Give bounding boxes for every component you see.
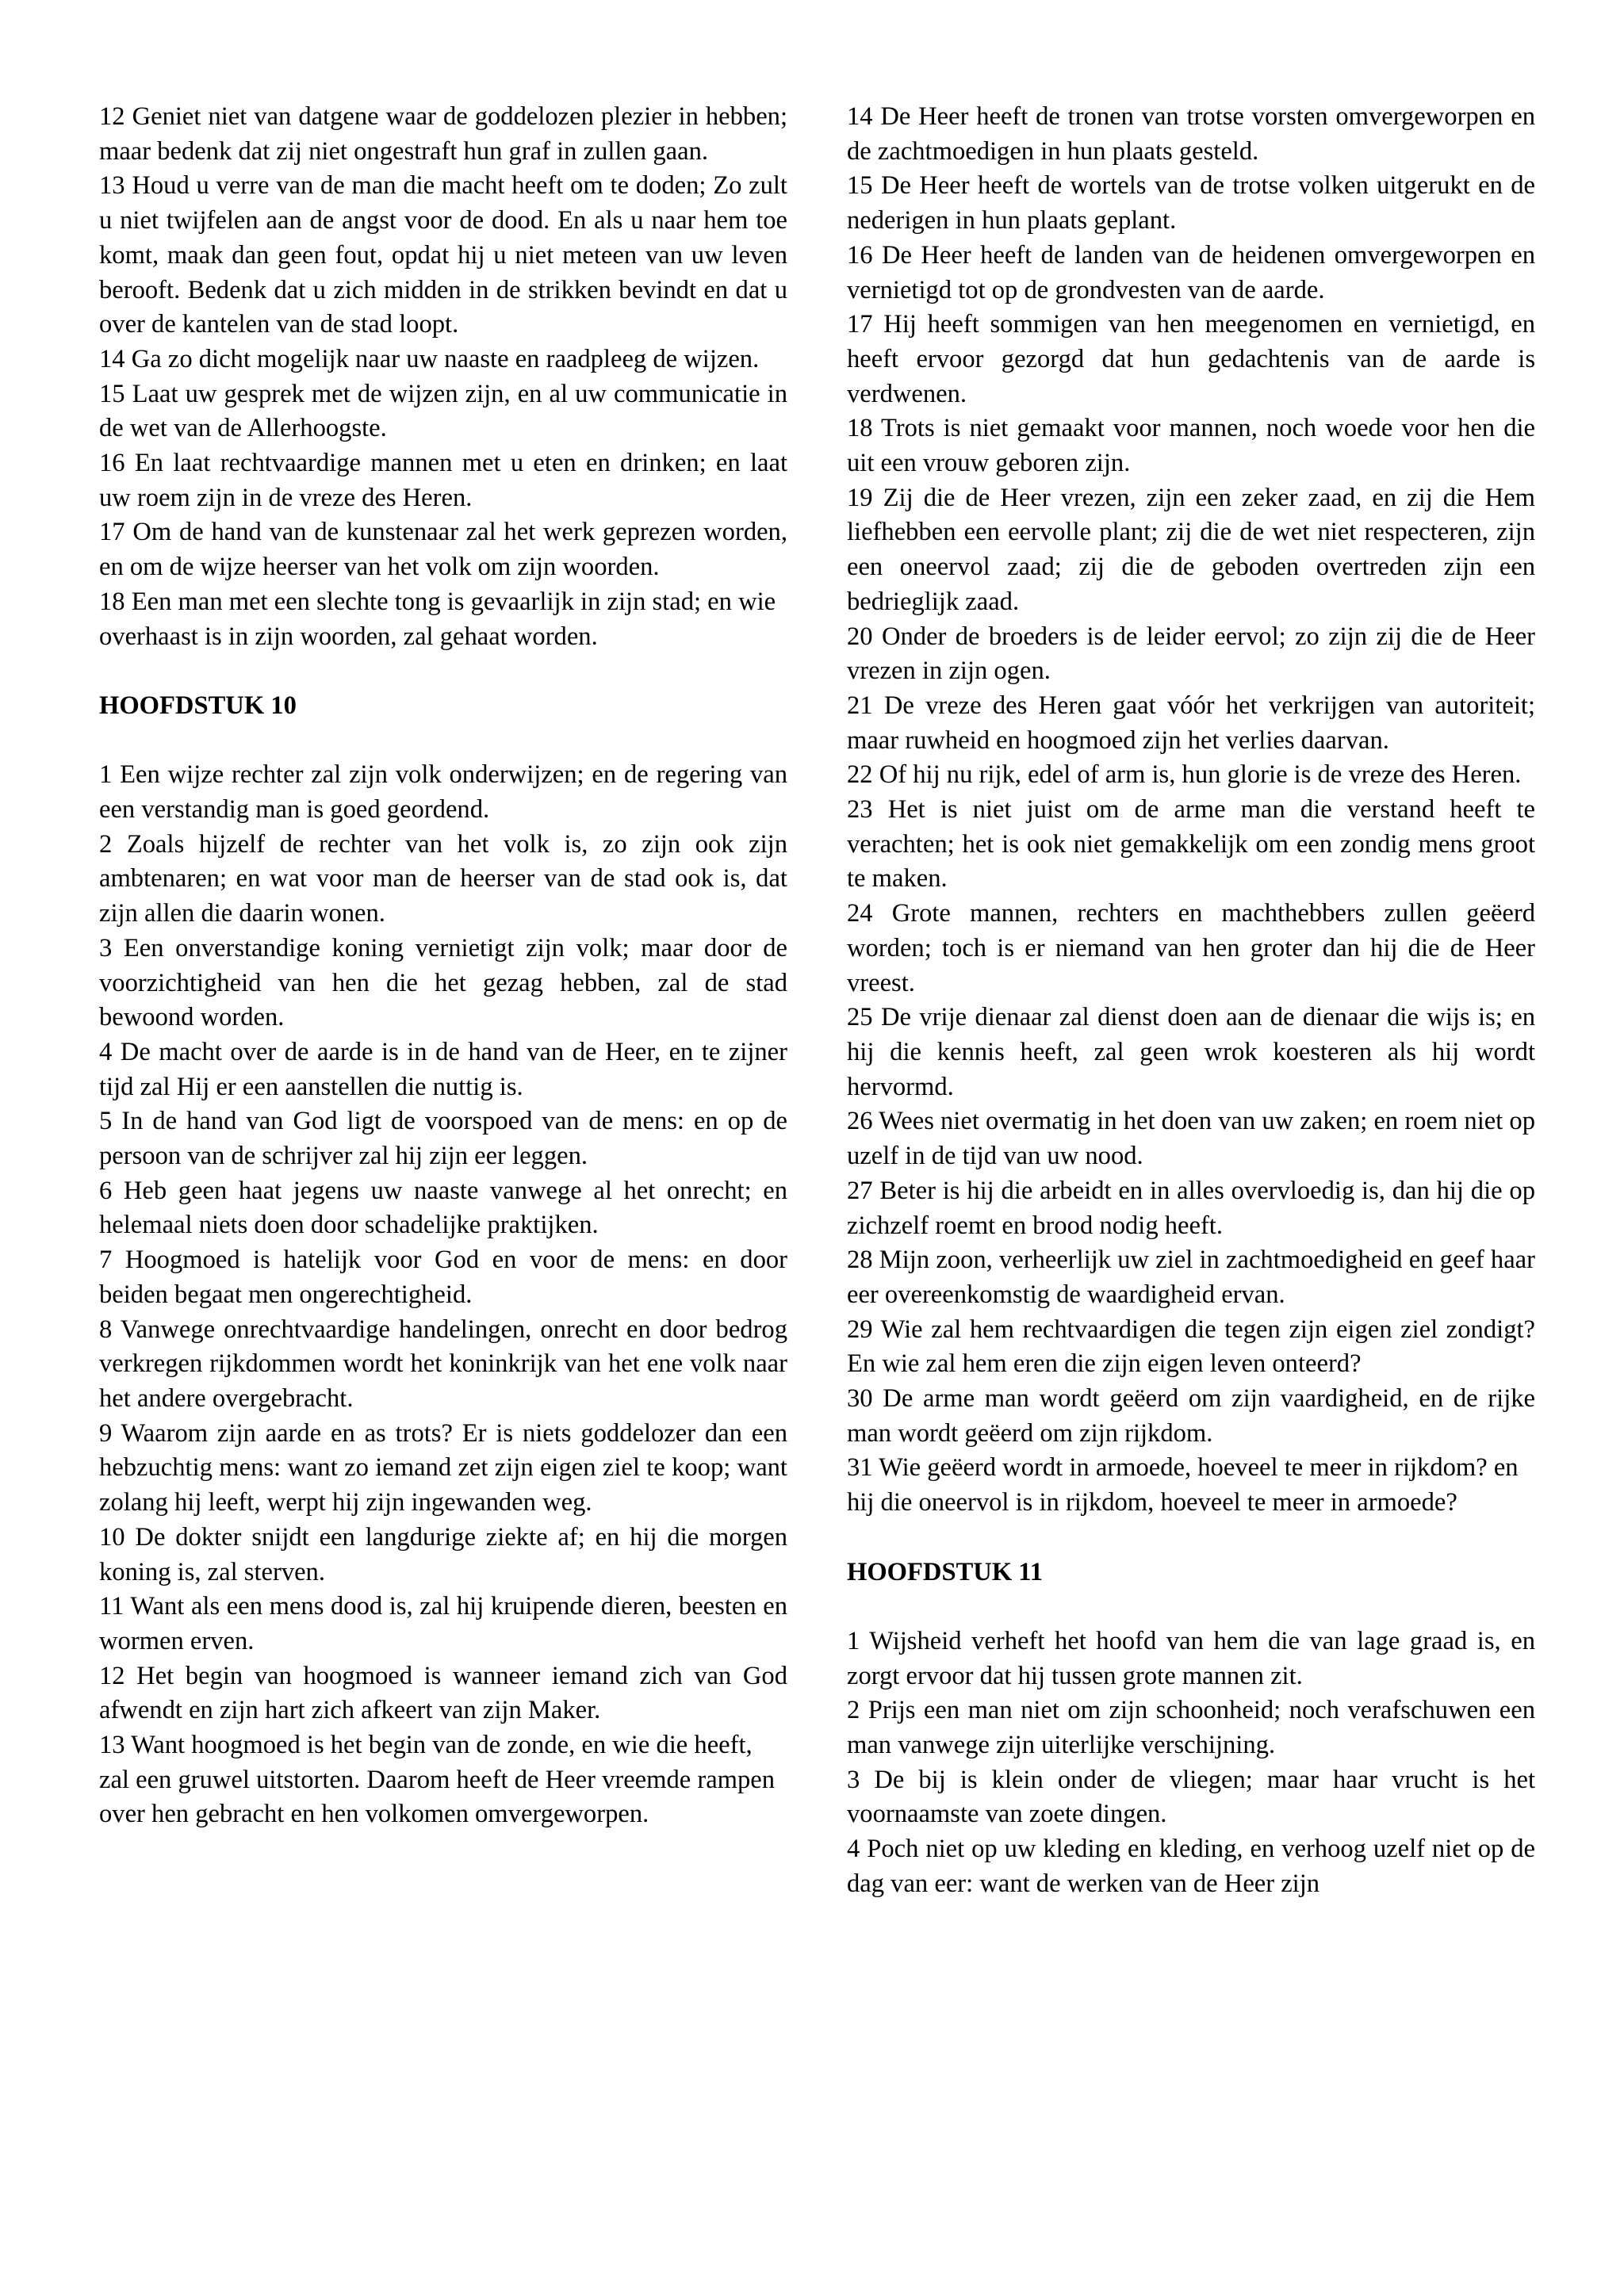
verse: 9 Waarom zijn aarde en as trots? Er is niets goddelozer dan een hebzuchtig mens: want zo iemand zet zijn eigen ziel te koop; want zolang hij leeft, werpt hij zijn ingewanden weg. bbox=[99, 1418, 787, 1517]
verse-list bbox=[847, 1624, 1535, 1902]
verse: 12 Geniet niet van datgene waar de goddelozen plezier in hebben; maar bedenk dat zij niet ongestraft hun graf in zullen gaan. bbox=[99, 102, 787, 166]
verse: 11 Want als een mens dood is, zal hij kruipende dieren, beesten en wormen erven. bbox=[99, 1592, 787, 1655]
verse: 26 Wees niet overmatig in het doen van uw zaken; en roem niet op uzelf in de tijd van uw nood. bbox=[847, 1107, 1535, 1171]
verse: 6 Heb geen haat jegens uw naaste vanwege al het onrecht; en helemaal niets doen door schadelijke praktijken. bbox=[99, 1176, 787, 1240]
left-column bbox=[99, 100, 787, 1832]
verse: 20 Onder de broeders is de leider eervol; zo zijn zij die de Heer vrezen in zijn ogen. bbox=[847, 622, 1535, 686]
verse: 15 De Heer heeft de wortels van de trotse volken uitgerukt en de nederigen in hun plaats geplant. bbox=[847, 171, 1535, 235]
verse: 21 De vreze des Heren gaat vóór het verkrijgen van autoriteit; maar ruwheid en hoogmoed zijn het verlies daarvan. bbox=[847, 691, 1535, 755]
verse: 14 De Heer heeft de tronen van trotse vorsten omvergeworpen en de zachtmoedigen in hun plaats gesteld. bbox=[847, 102, 1535, 166]
right-column bbox=[847, 100, 1535, 1902]
verse: 5 In de hand van God ligt de voorspoed van de mens: en op de persoon van de schrijver zal hij zijn eer leggen. bbox=[99, 1107, 787, 1171]
verse: 25 De vrije dienaar zal dienst doen aan de dienaar die wijs is; en hij die kennis heeft, zal geen wrok koesteren als hij wordt hervormd. bbox=[847, 1003, 1535, 1101]
verse: 27 Beter is hij die arbeidt en in alles overvloedig is, dan hij die op zichzelf roemt en brood nodig heeft. bbox=[847, 1176, 1535, 1240]
verse: 17 Hij heeft sommigen van hen meegenomen en vernietigd, en heeft ervoor gezorgd dat hun gedachtenis van de aarde is verdwenen. bbox=[847, 310, 1535, 408]
verse: 18 Een man met een slechte tong is gevaarlijk in zijn stad; en wie overhaast is in zijn woorden, zal gehaat worden. bbox=[99, 587, 776, 651]
verse: 30 De arme man wordt geëerd om zijn vaardigheid, en de rijke man wordt geëerd om zijn rijkdom. bbox=[847, 1384, 1535, 1448]
verse: 23 Het is niet juist om de arme man die verstand heeft te verachten; het is ook niet gemakkelijk om een zondig mens groot te maken. bbox=[847, 795, 1535, 894]
verse: 29 Wie zal hem rechtvaardigen die tegen zijn eigen ziel zondigt? En wie zal hem eren die zijn eigen leven onteerd? bbox=[847, 1314, 1535, 1379]
chapter-heading: HOOFDSTUK 11 bbox=[847, 1557, 1044, 1586]
verse: 7 Hoogmoed is hatelijk voor God en voor de mens: en door beiden begaat men ongerechtigheid. bbox=[99, 1246, 787, 1309]
verse: 24 Grote mannen, rechters en machthebbers zullen geëerd worden; toch is er niemand van hen groter dan hij die de Heer vreest. bbox=[847, 899, 1535, 997]
verse: 15 Laat uw gesprek met de wijzen zijn, en al uw communicatie in de wet van de Allerhoogste. bbox=[99, 379, 787, 443]
verse: 3 De bij is klein onder de vliegen; maar haar vrucht is het voornaamste van zoete dingen. bbox=[847, 1765, 1535, 1829]
verse: 2 Zoals hijzelf de rechter van het volk is, zo zijn ook zijn ambtenaren; en wat voor man de heerser van de stad ook is, dat zijn allen die daarin wonen. bbox=[99, 829, 787, 928]
verse: 1 Een wijze rechter zal zijn volk onderwijzen; en de regering van een verstandig man is goed geordend. bbox=[99, 760, 787, 825]
verse: 31 Wie geëerd wordt in armoede, hoeveel te meer in rijkdom? en hij die oneervol is in rijkdom, hoeveel te meer in armoede? bbox=[847, 1453, 1519, 1517]
verse: 3 Een onverstandige koning vernietigt zijn volk; maar door de voorzichtigheid van hen die het gezag hebben, zal de stad bewoond worden. bbox=[99, 933, 787, 1032]
verse: 4 De macht over de aarde is in de hand van de Heer, en te zijner tijd zal Hij er een aanstellen die nuttig is. bbox=[99, 1037, 787, 1101]
verse: 2 Prijs een man niet om zijn schoonheid; noch verafschuwen een man vanwege zijn uiterlijke verschijning. bbox=[847, 1696, 1535, 1760]
verse: 4 Poch niet op uw kleding en kleding, en verhoog uzelf niet op de dag van eer: want de werken van de Heer zijn bbox=[847, 1835, 1535, 1898]
verse: 22 Of hij nu rijk, edel of arm is, hun glorie is de vreze des Heren. bbox=[847, 760, 1522, 790]
verse: 8 Vanwege onrechtvaardige handelingen, onrecht en door bedrog verkregen rijkdommen wordt het koninkrijk van het ene volk naar het andere overgebracht. bbox=[99, 1314, 787, 1413]
verse: 16 De Heer heeft de landen van de heidenen omvergeworpen en vernietigd tot op de grondvesten van de aarde. bbox=[847, 240, 1535, 304]
verse-list bbox=[99, 758, 787, 1832]
verse: 10 De dokter snijdt een langdurige ziekte af; en hij die morgen koning is, zal sterven. bbox=[99, 1522, 787, 1586]
verse-list bbox=[847, 100, 1535, 1521]
verse: 12 Het begin van hoogmoed is wanneer iemand zich van God afwendt en zijn hart zich afkeert van zijn Maker. bbox=[99, 1661, 787, 1725]
chapter-heading: HOOFDSTUK 10 bbox=[99, 691, 297, 720]
verse: 13 Want hoogmoed is het begin van de zonde, en wie die heeft, zal een gruwel uitstorten. Daarom heeft de Heer vreemde rampen over hen gebracht en hen volkomen omvergeworpen. bbox=[99, 1731, 776, 1829]
verse: 19 Zij die de Heer vrezen, zijn een zeker zaad, en zij die Hem liefhebben een eervolle plant; zij die de wet niet respecteren, zijn een oneervol zaad; zij die de geboden overtreden zijn een bedrieglijk zaad. bbox=[847, 483, 1535, 616]
verse: 14 Ga zo dicht mogelijk naar uw naaste en raadpleeg de wijzen. bbox=[99, 344, 760, 373]
verse-list bbox=[99, 100, 787, 654]
verse: 17 Om de hand van de kunstenaar zal het werk geprezen worden, en om de wijze heerser van het volk om zijn woorden. bbox=[99, 518, 787, 582]
verse: 13 Houd u verre van de man die macht heeft om te doden; Zo zult u niet twijfelen aan de angst voor de dood. En als u naar hem toe komt, maak dan geen fout, opdat hij u niet meteen van uw leven berooft. Bedenk dat u zich midden in de strikken bevindt en dat u over de kantelen van de stad loopt. bbox=[99, 171, 787, 339]
verse: 28 Mijn zoon, verheerlijk uw ziel in zachtmoedigheid en geef haar eer overeenkomstig de waardigheid ervan. bbox=[847, 1246, 1535, 1309]
verse: 16 En laat rechtvaardige mannen met u eten en drinken; en laat uw roem zijn in de vreze des Heren. bbox=[99, 449, 787, 512]
verse: 1 Wijsheid verheft het hoofd van hem die van lage graad is, en zorgt ervoor dat hij tussen grote mannen zit. bbox=[847, 1626, 1535, 1690]
verse: 18 Trots is niet gemaakt voor mannen, noch woede voor hen die uit een vrouw geboren zijn. bbox=[847, 414, 1535, 478]
